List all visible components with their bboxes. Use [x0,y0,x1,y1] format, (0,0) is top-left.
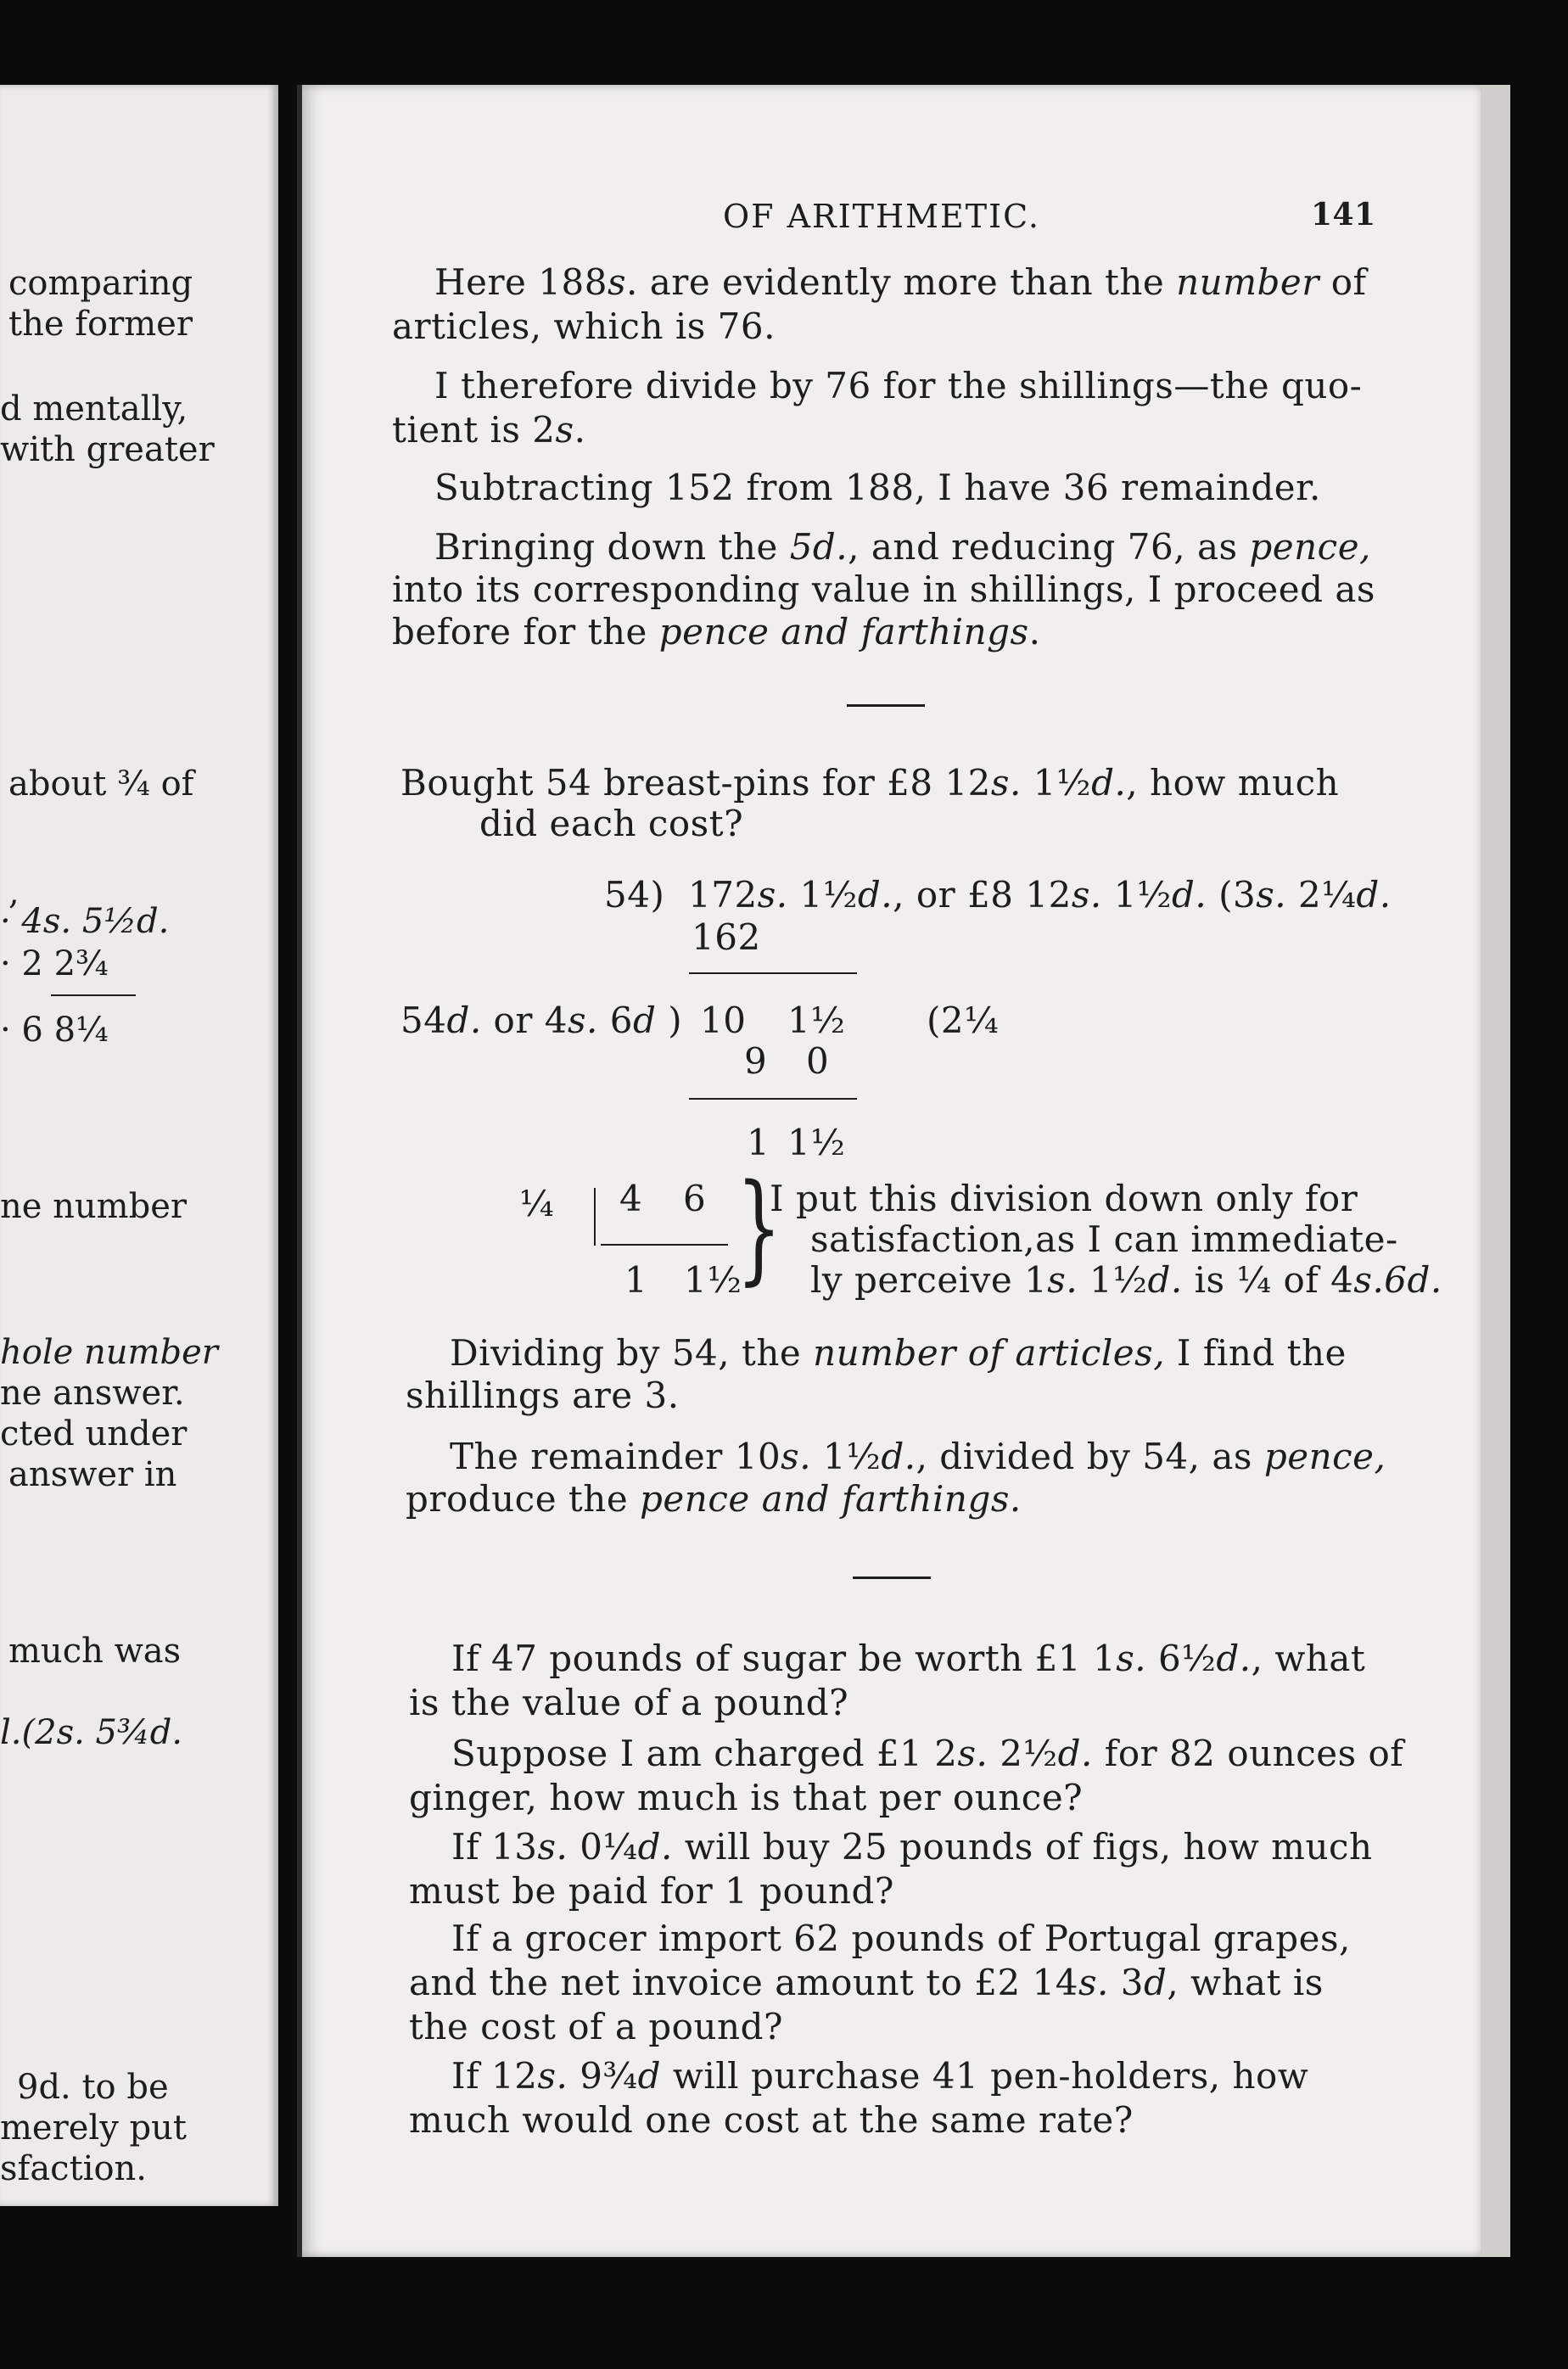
exercise2-line2: ginger, how much is that per ounce? [409,1777,1084,1818]
div-quotient-shillings: 1 [624,1259,648,1301]
div-dividend-pence: 6 [683,1178,707,1219]
explain-a-line2: shillings are 3. [406,1375,680,1416]
brace-glyph: } [736,1159,782,1297]
explain-b-line1: The remainder 10s. 1½d., divided by 54, as pence, [450,1436,1386,1477]
exercise2-line1: Suppose I am charged £1 2s. 2½d. for 82 ounces of [451,1733,1404,1774]
explain-b-line2: produce the pence and farthings. [406,1478,1022,1520]
exercise1-line1: If 47 pounds of sugar be worth £1 1s. 6½d., what [451,1638,1366,1679]
left-page-line: ne answer. [0,1374,185,1413]
work-row4-pence: 0 [806,1040,830,1082]
left-page-line: the former [8,305,193,344]
left-page-line: comparing [8,264,193,303]
left-page-line: l.(2s. 5¾d. [0,1713,183,1752]
section-divider [847,704,925,707]
work-row3-pence: 1½ [787,1000,846,1041]
work-row2: 162 [692,916,761,958]
work-row5-pence: 1½ [787,1122,846,1163]
para4-line2: into its corresponding value in shillings, I proceed as [392,568,1375,610]
division-bar-vertical [594,1188,596,1246]
explain-a-line1: Dividing by 54, the number of articles, I find the [450,1332,1347,1374]
work-rule-1 [689,972,857,974]
left-page-line: with greater [0,430,215,469]
section-divider-2 [853,1577,931,1579]
left-page-line: hole number [0,1333,218,1372]
div-quotient-pence: 1½ [684,1259,742,1301]
para2-line2: tient is 2s. [392,409,586,451]
work-row5-shillings: 1 [747,1122,770,1163]
left-page-line: · 4s. 5½d. [0,902,170,941]
left-page-line: d mentally, [0,389,188,428]
work-row1: 54) 172s. 1½d., or £8 12s. 1½d. (3s. 2¼d. [604,874,1392,916]
quarter-divisor: ¼ [519,1183,555,1224]
note-line3: ly perceive 1s. 1½d. is ¼ of 4s.6d. [810,1259,1442,1301]
work-rule-2 [689,1098,857,1100]
problem1-line2: did each cost? [479,803,744,844]
left-facing-page [0,85,278,2206]
para1-line1: Here 188s. are evidently more than the number of [434,261,1367,303]
work-row3-label: 54d. or 4s. 6d ) [400,1000,683,1041]
exercise4-line3: the cost of a pound? [409,2006,783,2047]
exercise3-line2: must be paid for 1 pound? [409,1870,894,1912]
div-dividend-shillings: 4 [619,1178,643,1219]
left-page-line: much was [8,1632,182,1671]
exercise5-line1: If 12s. 9¾d will purchase 41 pen-holders, how [451,2055,1309,2097]
problem1-line1: Bought 54 breast-pins for £8 12s. 1½d., how much [400,762,1340,804]
para4-line1: Bringing down the 5d., and reducing 76, as pence, [434,526,1371,568]
note-line2: satisfaction,as I can immediate- [810,1218,1398,1260]
work-row3-shillings: 10 [700,1000,747,1041]
left-page-line: · 2 2¾ [0,944,109,983]
note-line1: I put this division down only for [770,1178,1358,1219]
work-row3-farthings: (2¼ [927,1000,1000,1041]
exercise4-line2: and the net invoice amount to £2 14s. 3d, what is [409,1962,1324,2003]
page-edge [1481,85,1510,2257]
left-page-line: 9d. to be [17,2068,169,2107]
left-page-line: about ¾ of [8,764,194,804]
page-number: 141 [1311,197,1376,232]
division-bar-horizontal [601,1244,728,1246]
left-page-line: sfaction. [0,2149,148,2188]
left-page-line: merely put [0,2109,187,2148]
left-page-line: cted under [0,1414,188,1453]
para1-line2: articles, which is 76. [392,305,776,347]
exercise5-line2: much would one cost at the same rate? [409,2099,1134,2141]
left-page-line: ne number [0,1187,187,1226]
left-page-line: answer in [8,1455,177,1494]
left-page-line: , [8,873,20,912]
exercise4-line1: If a grocer import 62 pounds of Portugal grapes, [451,1918,1351,1959]
left-page-line: · 6 8¼ [0,1011,109,1050]
running-title: OF ARITHMETIC. [723,198,1040,235]
exercise3-line1: If 13s. 0¼d. will buy 25 pounds of figs, how much [451,1826,1373,1868]
para4-line3: before for the pence and farthings. [392,611,1041,652]
left-page-sum-rule [51,994,136,996]
para3-line1: Subtracting 152 from 188, I have 36 remainder. [434,467,1321,508]
para2-line1: I therefore divide by 76 for the shillings—the quo- [434,365,1363,406]
work-row4-shillings: 9 [744,1040,768,1082]
exercise1-line2: is the value of a pound? [409,1682,849,1723]
